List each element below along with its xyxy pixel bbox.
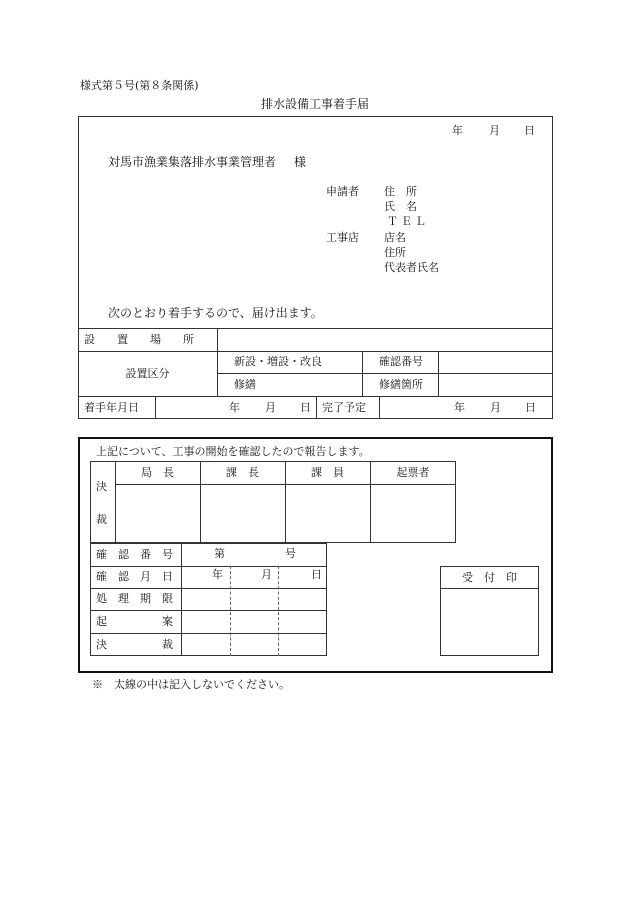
draft-row-label: 起 案: [96, 615, 173, 628]
approver-director: 局 長: [141, 466, 174, 479]
form-number: 様式第５号(第８条関係): [80, 79, 199, 92]
completion-month[interactable]: 月: [490, 401, 501, 414]
approver-section-chief: 課 長: [226, 466, 259, 479]
stamp-cell-drafter[interactable]: [371, 486, 455, 542]
row-divider: [78, 351, 553, 352]
row-divider: [115, 484, 456, 485]
date-year: 年: [452, 124, 463, 137]
dashed-divider: [230, 566, 231, 656]
dashed-divider: [278, 566, 279, 656]
start-month[interactable]: 月: [265, 401, 276, 414]
statement: 次のとおり着手するので、届け出ます。: [108, 306, 323, 320]
confirm-number-suffix: 号: [285, 547, 296, 560]
contractor-label: 工事店: [326, 231, 359, 244]
row-divider: [217, 373, 553, 374]
row-divider: [78, 328, 553, 329]
completion-day[interactable]: 日: [525, 401, 536, 414]
col-divider: [217, 328, 218, 396]
start-day[interactable]: 日: [300, 401, 311, 414]
applicant-address-label: 住 所: [384, 185, 417, 198]
footnote: ※ 太線の中は記入しないでください。: [92, 678, 290, 691]
applicant-tel-label: ＴＥＬ: [387, 215, 429, 228]
date-day: 日: [524, 124, 535, 137]
category-label: 設置区分: [125, 367, 170, 380]
confirm-number-prefix: 第: [214, 547, 225, 560]
option-repair[interactable]: 修繕: [234, 378, 256, 391]
completion-label: 完了予定: [322, 401, 366, 414]
confirm-date-row-label: 確 認 月 日: [96, 570, 173, 583]
deadline-row-label: 処 理 期 限: [96, 592, 173, 605]
row-divider: [90, 633, 327, 634]
contractor-shop-name-label: 店名: [384, 231, 406, 244]
repair-location-label: 修繕箇所: [379, 378, 423, 391]
col-divider: [379, 396, 380, 419]
confirm-date-year: 年: [212, 568, 223, 581]
receipt-stamp-area[interactable]: [441, 589, 538, 655]
location-field[interactable]: [219, 331, 551, 350]
row-divider: [90, 610, 327, 611]
applicant-label: 申請者: [326, 185, 359, 198]
start-year[interactable]: 年: [229, 401, 240, 414]
confirm-number-row-label: 確 認 番 号: [96, 548, 173, 561]
date-month: 月: [489, 124, 500, 137]
confirm-number-label: 確認番号: [379, 355, 423, 368]
col-divider: [181, 543, 182, 656]
col-divider: [316, 396, 317, 419]
row-divider: [90, 566, 327, 567]
col-divider: [362, 351, 363, 396]
addressee: 対馬市漁業集落排水事業管理者: [108, 155, 277, 169]
option-new-extend-improve[interactable]: 新設・増設・改良: [234, 355, 322, 368]
start-date-label: 着手年月日: [84, 401, 139, 414]
confirm-date-day: 日: [311, 568, 322, 581]
col-divider: [438, 351, 439, 396]
approver-drafter: 起票者: [396, 466, 430, 479]
approval-char: 裁: [96, 513, 107, 526]
approver-staff: 課 員: [311, 466, 344, 479]
location-label: 設 置 場 所: [84, 333, 194, 346]
honorific: 様: [294, 155, 307, 169]
report-text: 上記について、工事の開始を確認したので報告します。: [96, 445, 370, 458]
decision-row-label: 決 裁: [96, 638, 173, 651]
applicant-name-label: 氏 名: [384, 200, 417, 213]
stamp-cell-staff[interactable]: [286, 486, 369, 542]
form-title: 排水設備工事着手届: [260, 97, 369, 111]
contractor-address-label: 住所: [384, 246, 406, 259]
stamp-cell-director[interactable]: [116, 486, 199, 542]
contractor-representative-label: 代表者氏名: [384, 261, 439, 274]
repair-location-field[interactable]: [440, 375, 551, 394]
approval-char: 決: [96, 480, 107, 493]
receipt-stamp-label: 受 付 印: [462, 571, 517, 584]
confirm-number-field[interactable]: [440, 353, 551, 371]
col-divider: [155, 396, 156, 419]
stamp-cell-section-chief[interactable]: [201, 486, 284, 542]
confirm-date-month: 月: [261, 568, 272, 581]
completion-year[interactable]: 年: [454, 401, 465, 414]
row-divider: [90, 588, 327, 589]
